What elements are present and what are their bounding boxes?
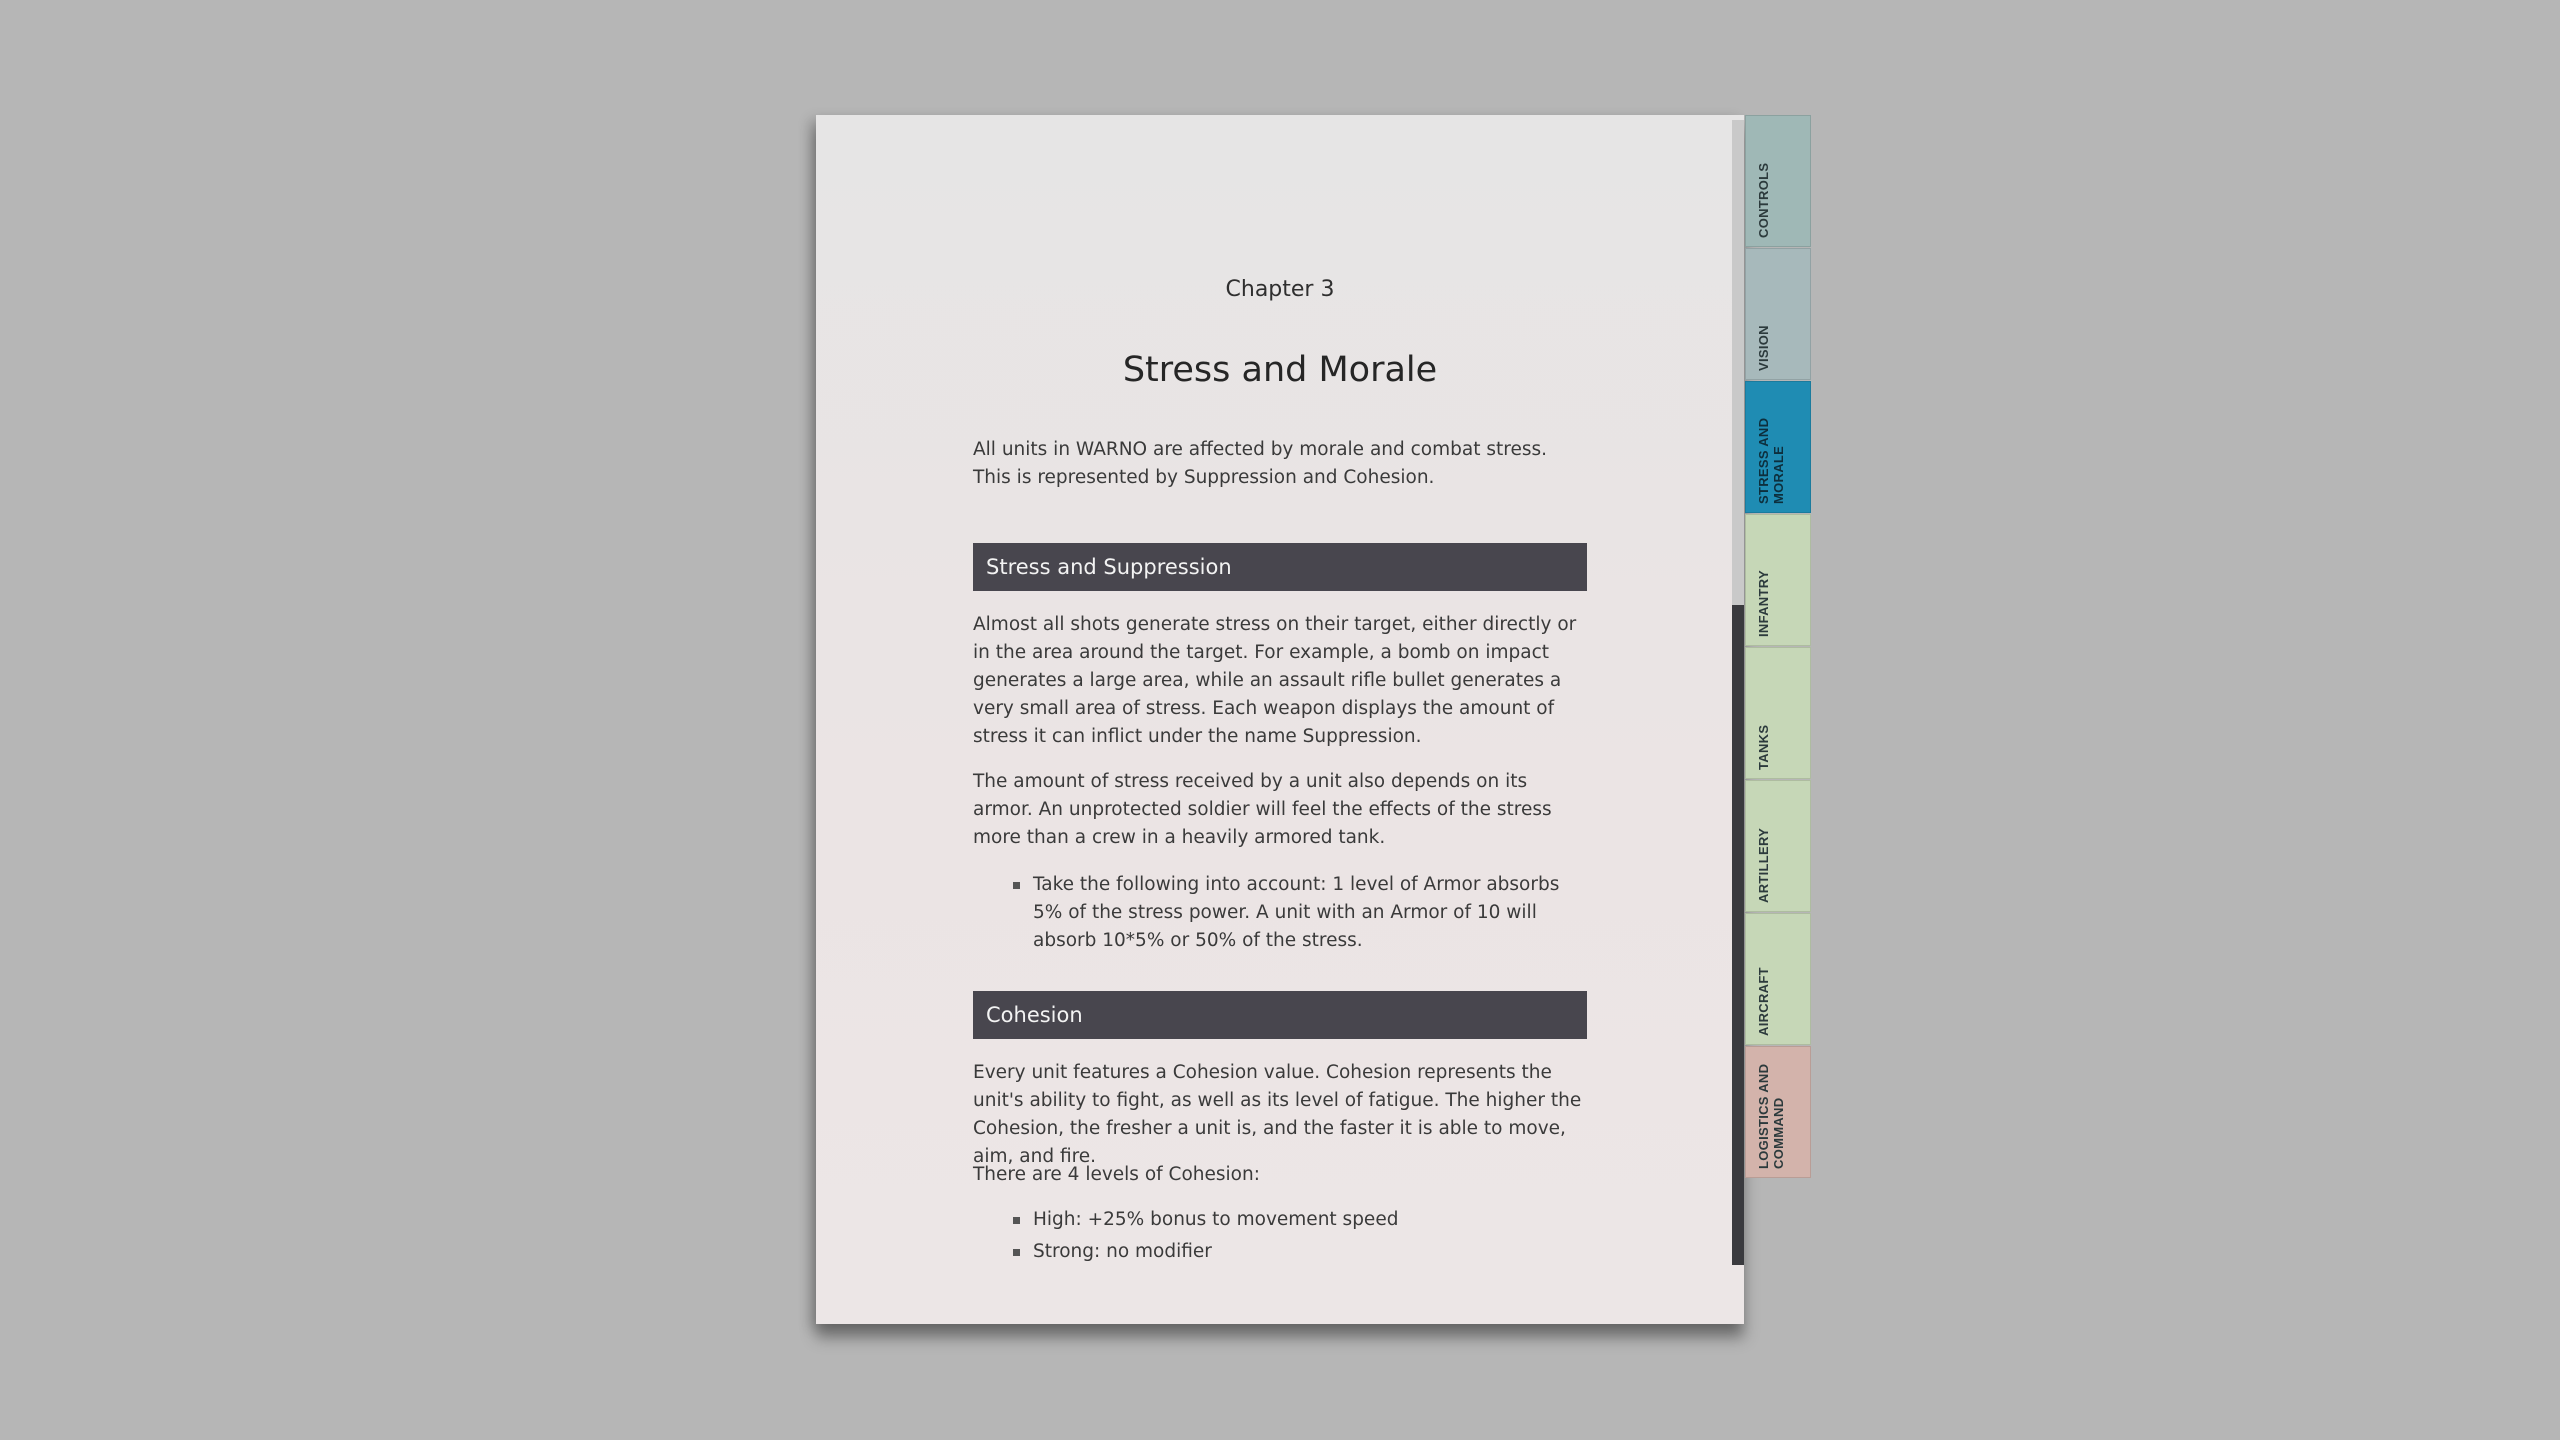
list-item-text: High: +25% bonus to movement speed	[1033, 1209, 1399, 1230]
chapter-label: Chapter 3	[1225, 277, 1335, 302]
tab-logistics-and-command[interactable]	[1745, 1046, 1811, 1178]
tab-label: STRESS AND MORALE	[1756, 417, 1786, 504]
tab-tanks[interactable]	[1745, 647, 1811, 779]
tab-label: ARTILLERY	[1756, 827, 1771, 903]
paragraph: There are 4 levels of Cohesion:	[973, 1164, 1260, 1185]
list-item-text: Take the following into account: 1 level of Armor absorbs 5% of the stress power. A unit with an Armor of 10 will absorb 10*5% or 50% of the stress.	[1033, 874, 1560, 951]
tab-stress-and-morale[interactable]	[1745, 381, 1811, 513]
list-item	[1013, 1206, 1587, 1234]
tab-label: CONTROLS	[1756, 162, 1771, 238]
tab-label: AIRCRAFT	[1756, 967, 1771, 1036]
paragraph: Almost all shots generate stress on their target, either directly or in the area around the target. For example, a bomb on impact generates a large area, while an assault rifle bullet generates a very small area of stress. Each weapon displays the amount of stress it can inflict under the name Suppression.	[973, 614, 1577, 747]
chapter-tabs	[1745, 115, 1811, 1182]
section-heading-stress-suppression: Stress and Suppression	[973, 543, 1587, 591]
tab-vision[interactable]	[1745, 248, 1811, 380]
paragraph: The amount of stress received by a unit also depends on its armor. An unprotected soldier will feel the effects of the stress more than a crew in a heavily armored tank.	[973, 771, 1552, 848]
tab-aircraft[interactable]	[1745, 913, 1811, 1045]
list-item	[1013, 1238, 1587, 1266]
scrollbar[interactable]	[1732, 120, 1744, 1265]
bullet-icon	[1013, 1217, 1020, 1224]
list-item-text: Strong: no modifier	[1033, 1241, 1212, 1262]
tab-controls[interactable]	[1745, 115, 1811, 247]
bullet-icon	[1013, 882, 1020, 889]
section-heading-cohesion: Cohesion	[973, 991, 1587, 1039]
list-item	[1013, 871, 1587, 955]
tab-label: TANKS	[1756, 724, 1771, 770]
page-title: Stress and Morale	[1122, 350, 1438, 390]
intro-paragraph: All units in WARNO are affected by morale and combat stress. This is represented by Suppression and Cohesion.	[973, 439, 1547, 488]
paragraph: Every unit features a Cohesion value. Cohesion represents the unit's ability to fight, as well as its level of fatigue. The higher the Cohesion, the fresher a unit is, and the faster it is able to move, aim, and fire.	[973, 1062, 1582, 1167]
tab-label: LOGISTICS AND COMMAND	[1756, 1063, 1786, 1169]
tab-artillery[interactable]	[1745, 780, 1811, 912]
tab-label: VISION	[1756, 325, 1771, 371]
tab-infantry[interactable]	[1745, 514, 1811, 646]
bullet-icon	[1013, 1249, 1020, 1256]
tab-label: INFANTRY	[1756, 570, 1771, 637]
scrollbar-thumb[interactable]	[1732, 605, 1744, 1265]
manual-page	[816, 115, 1744, 1324]
